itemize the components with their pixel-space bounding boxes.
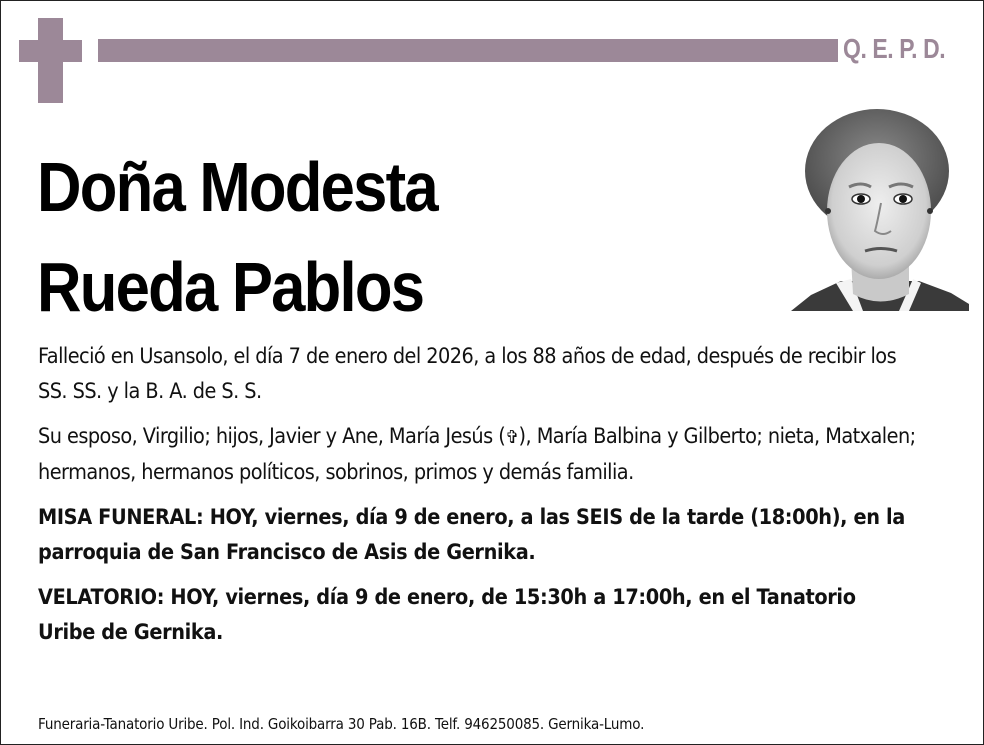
death-paragraph: Falleció en Usansolo, el día 7 de enero del 2026, a los 88 años de edad, después de recibir los SS. SS. y la B. A. de S. S.: [38, 344, 897, 403]
funeral-home-footer: Funeraria-Tanatorio Uribe. Pol. Ind. Goikoibarra 30 Pab. 16B. Telf. 946250085. Gernika-Lumo.: [38, 715, 645, 733]
cross-icon-bar: [19, 40, 82, 62]
family-paragraph: [38, 419, 949, 490]
family-text-2: ), María Balbina y Gilberto; nieta, Matxalen; hermanos, hermanos políticos, sobrinos, primos y demás familia.: [38, 424, 916, 484]
funeral-mass-paragraph: MISA FUNERAL: HOY, viernes, día 9 de enero, a las SEIS de la tarde (18:00h), en la parroquia de San Francisco de Asis de Gernika.: [38, 505, 905, 564]
portrait-image: [791, 99, 969, 311]
header-rule: [98, 39, 838, 62]
notice-body: [38, 339, 958, 660]
deceased-name: [37, 137, 437, 337]
deceased-cross-icon: ✞: [505, 427, 519, 448]
portrait-photo: [791, 99, 969, 311]
family-text-1: Su esposo, Virgilio; hijos, Javier y Ane, María Jesús (: [38, 424, 506, 448]
qepd-label: Q. E. P. D.: [843, 33, 946, 64]
name-line-2: Rueda Pablos: [37, 248, 424, 326]
wake-paragraph: VELATORIO: HOY, viernes, día 9 de enero, de 15:30h a 17:00h, en el Tanatorio Uribe de Gernika.: [38, 585, 856, 644]
name-line-1: Doña Modesta: [37, 148, 437, 226]
